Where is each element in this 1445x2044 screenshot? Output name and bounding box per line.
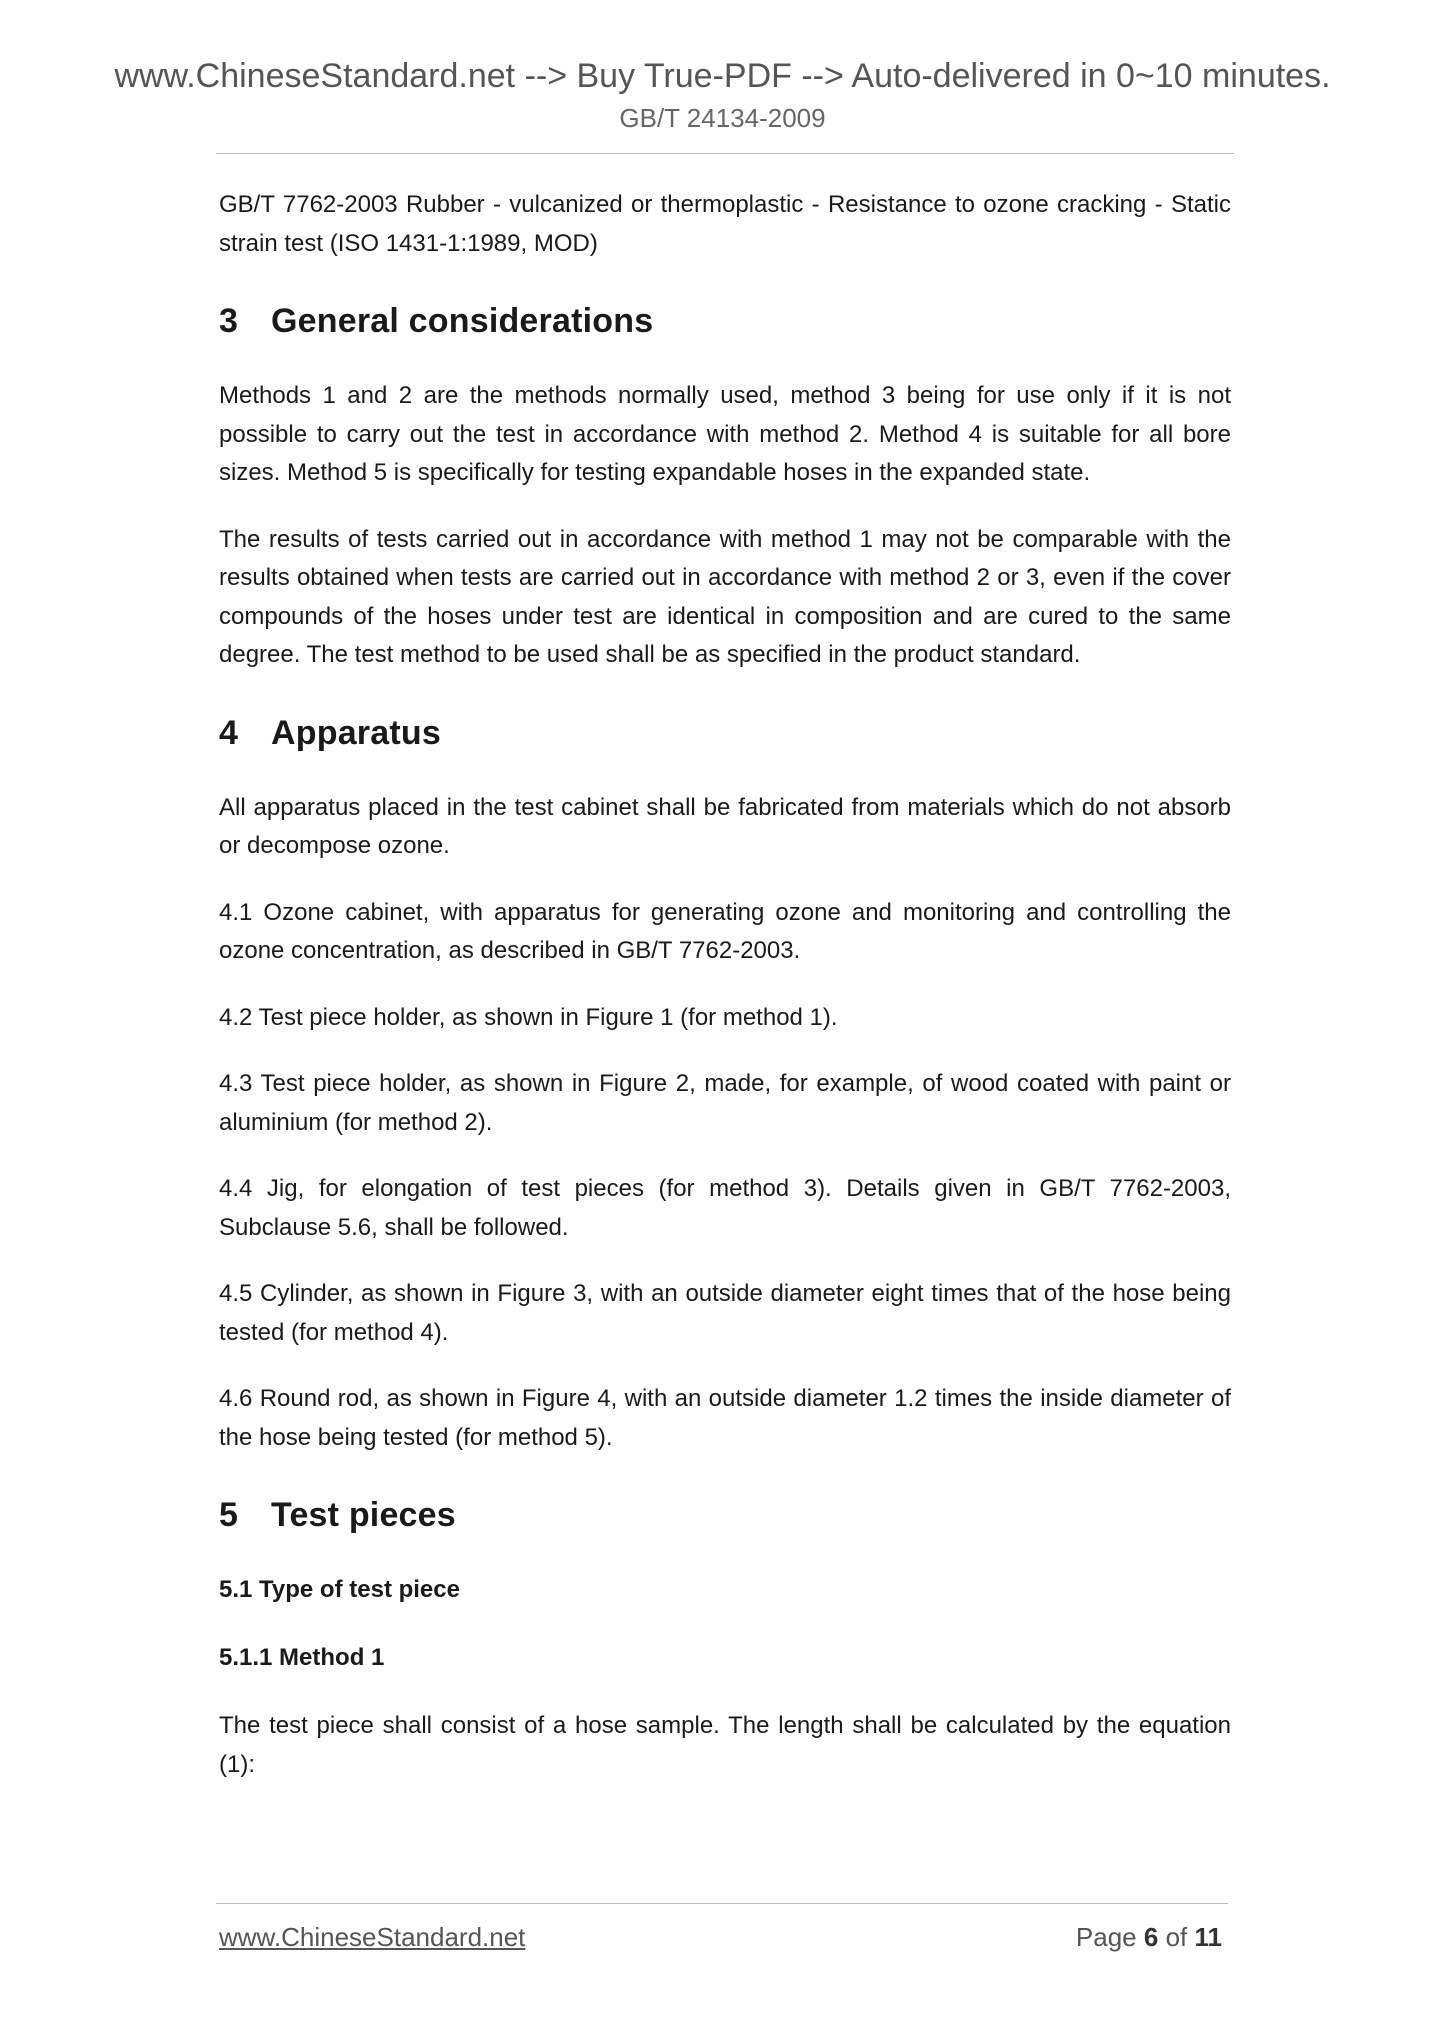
page-prefix: Page <box>1075 1922 1137 1952</box>
apparatus-item-4-4: 4.4 Jig, for elongation of test pieces (for method 3). Details given in GB/T 7762-2003, Subclause 5.6, shall be followed. <box>219 1175 1231 1241</box>
page-of: of <box>1165 1922 1188 1952</box>
page-indicator <box>1076 1921 1222 1953</box>
header-divider <box>216 153 1234 154</box>
reference-paragraph: GB/T 7762-2003 Rubber - vulcanized or thermoplastic - Resistance to ozone cracking - Static strain test (ISO 1431-1:1989, MOD) <box>219 191 1231 257</box>
document-content <box>219 186 1231 1812</box>
section-4-heading <box>219 713 1231 753</box>
footer-divider <box>216 1903 1228 1904</box>
page-current: 6 <box>1143 1922 1159 1952</box>
section-title: Apparatus <box>271 713 441 752</box>
section-title: Test pieces <box>271 1496 456 1534</box>
apparatus-item-4-5: 4.5 Cylinder, as shown in Figure 3, with an outside diameter eight times that of the hose being tested (for method 4). <box>219 1280 1231 1346</box>
section-4-intro: All apparatus placed in the test cabinet shall be fabricated from materials which do not absorb or decompose ozone. <box>219 793 1231 859</box>
section-number: 4 <box>219 713 239 752</box>
section-title: General considerations <box>271 302 654 340</box>
apparatus-item-4-1: 4.1 Ozone cabinet, with apparatus for generating ozone and monitoring and controlling the ozone concentration, as described in GB/T 7762-2003. <box>219 898 1231 964</box>
apparatus-item-4-2: 4.2 Test piece holder, as shown in Figure 1 (for method 1). <box>219 1003 838 1031</box>
section-3-paragraph-2: The results of tests carried out in accordance with method 1 may not be comparable with the results obtained when tests are carried out in accordance with method 2 or 3, even if the cover compounds of the hoses under test are identical in composition and are cured to the same degree. The test method to be used shall be as specified in the product standard. <box>219 525 1231 668</box>
subsection-5-1-heading: 5.1 Type of test piece <box>219 1576 460 1603</box>
promo-banner[interactable]: www.ChineseStandard.net --> Buy True-PDF --> Auto-delivered in 0~10 minutes. <box>114 57 1331 95</box>
section-number: 5 <box>219 1496 239 1534</box>
footer-site-link[interactable]: www.ChineseStandard.net <box>219 1922 526 1952</box>
page-total: 11 <box>1194 1922 1222 1952</box>
section-5-paragraph: The test piece shall consist of a hose sample. The length shall be calculated by the equation (1): <box>219 1712 1231 1778</box>
section-number: 3 <box>219 302 239 340</box>
section-3-paragraph-1: Methods 1 and 2 are the methods normally used, method 3 being for use only if it is not possible to carry out the test in accordance with method 2. Method 4 is suitable for all bore sizes. Method 5 is specifically for testing expandable hoses in the expanded state. <box>219 382 1231 486</box>
subsection-5-1-1-heading: 5.1.1 Method 1 <box>219 1644 385 1671</box>
section-5-heading <box>219 1495 1231 1535</box>
standard-code: GB/T 24134-2009 <box>619 103 826 133</box>
apparatus-item-4-6: 4.6 Round rod, as shown in Figure 4, with an outside diameter 1.2 times the inside diameter of the hose being tested (for method 5). <box>219 1385 1231 1451</box>
apparatus-item-4-3: 4.3 Test piece holder, as shown in Figure 2, made, for example, of wood coated with paint or aluminium (for method 2). <box>219 1070 1231 1136</box>
section-3-heading <box>219 301 1231 341</box>
